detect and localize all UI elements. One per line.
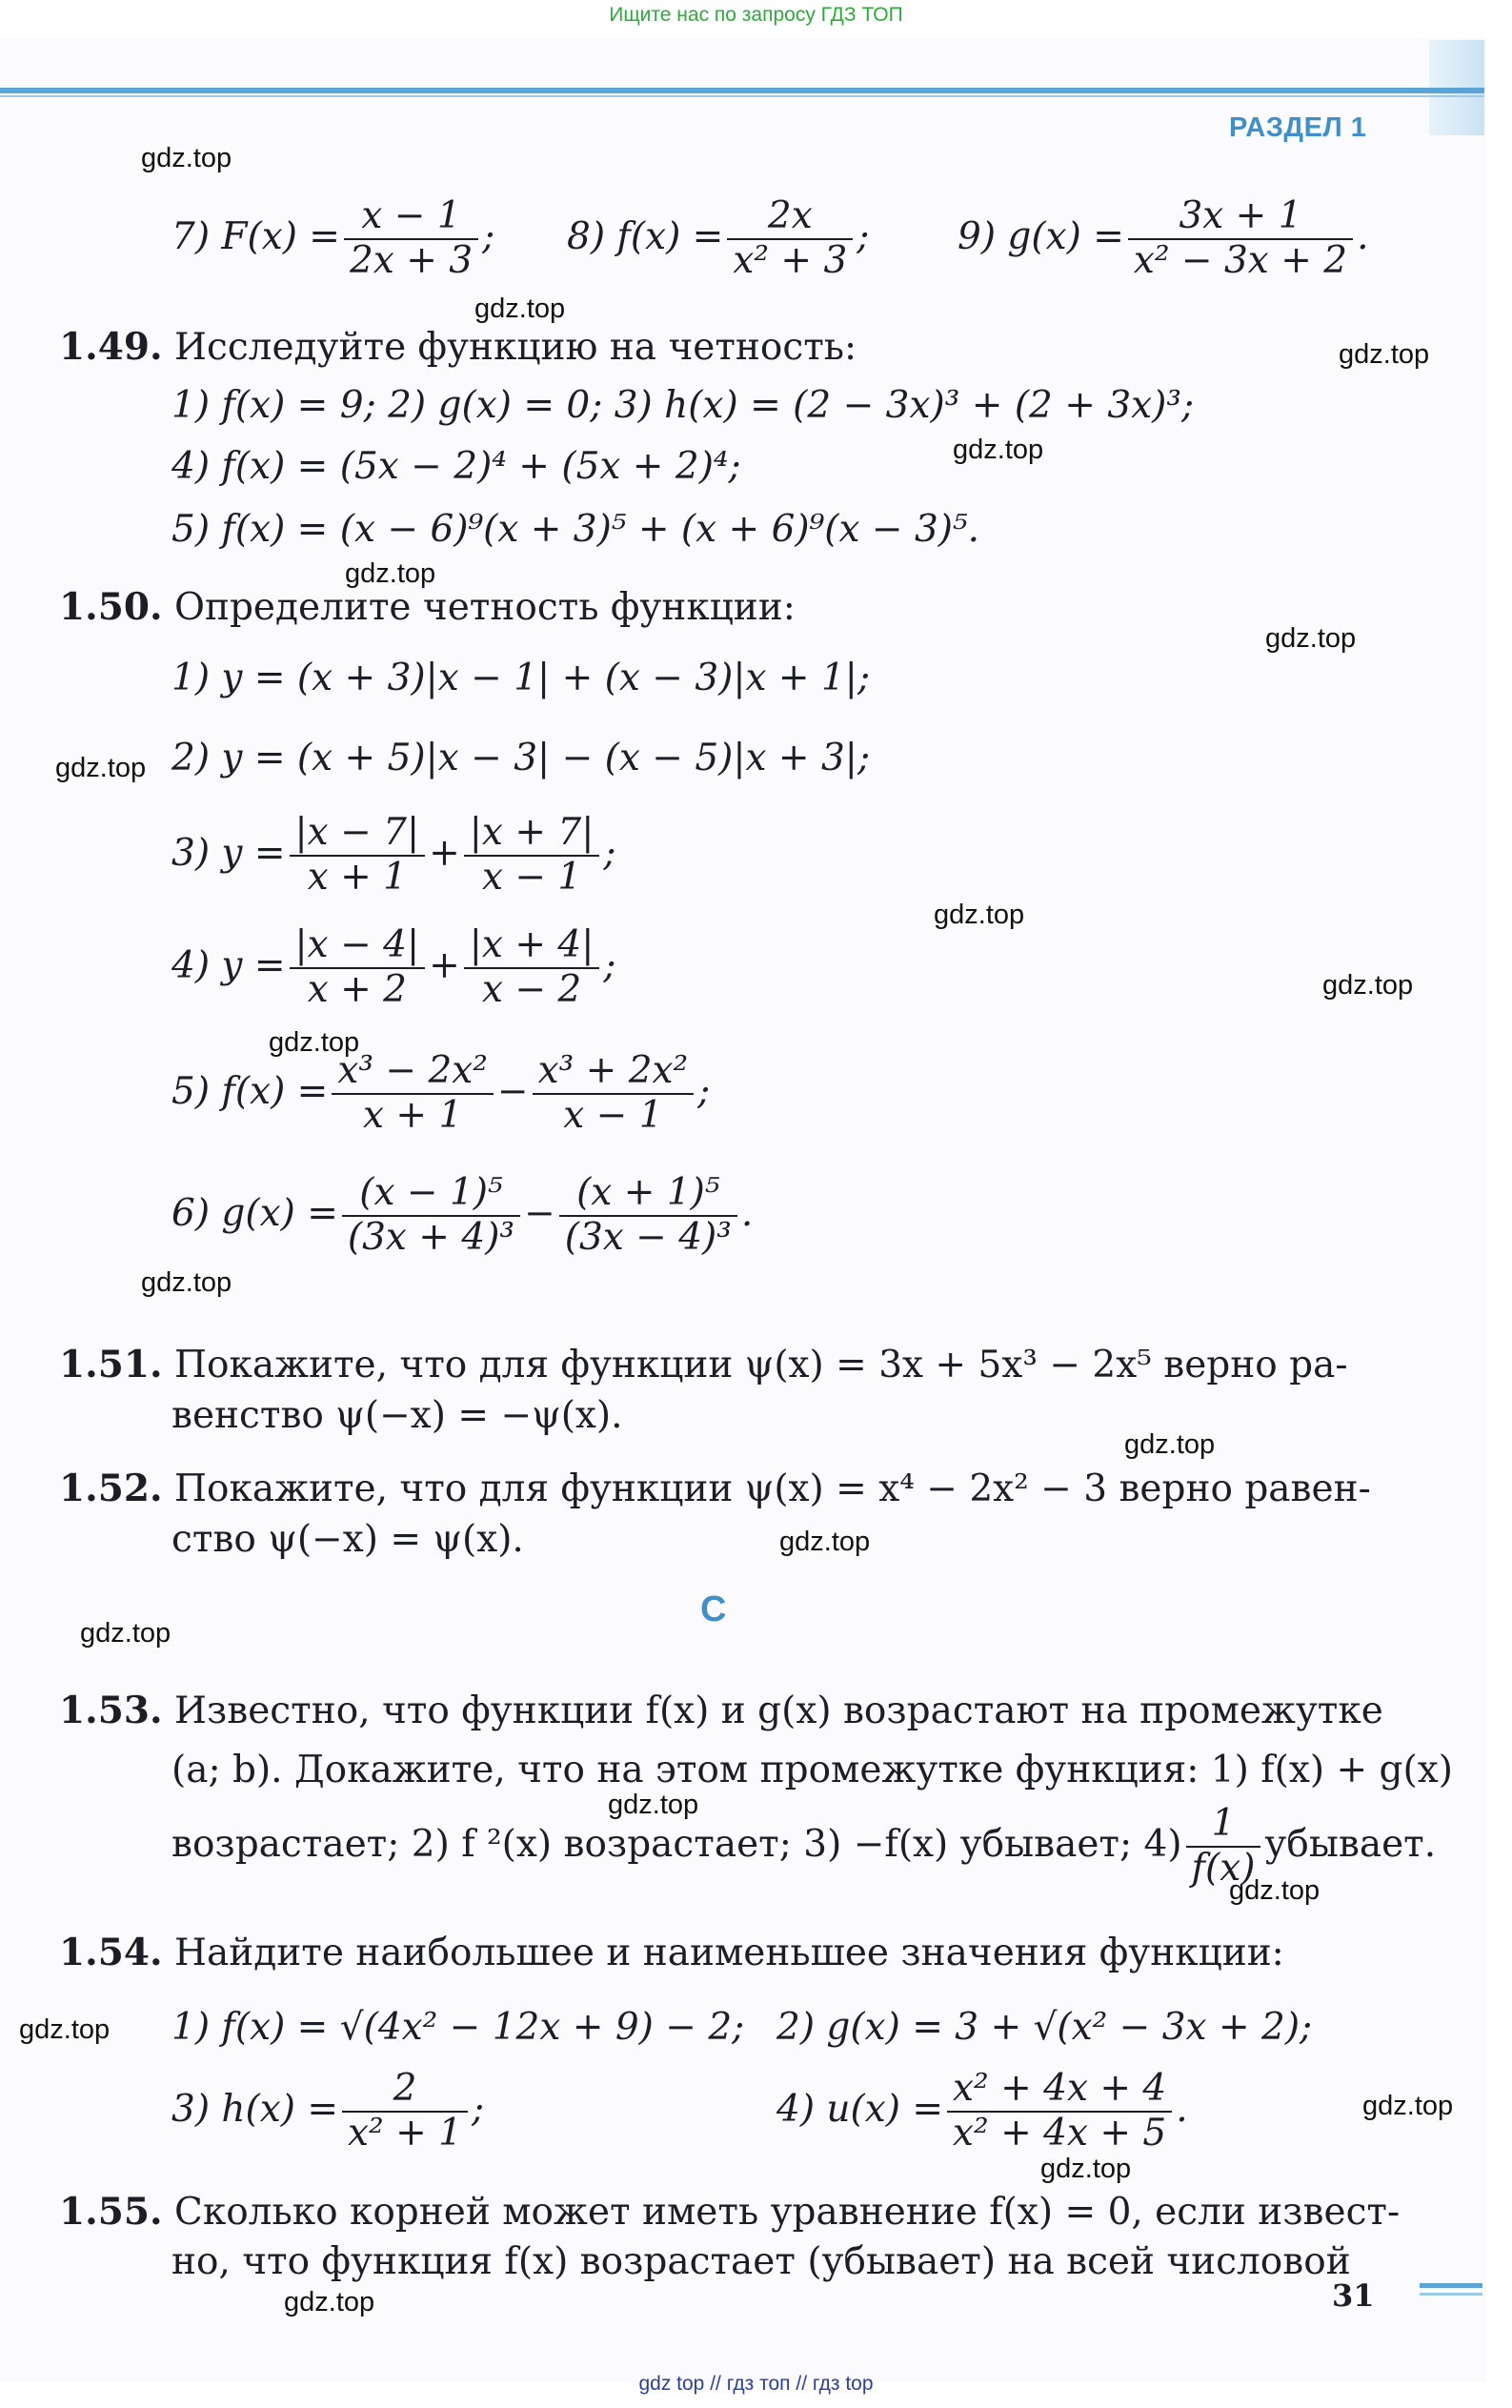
problem-1-52-line1: 1.52. Покажите, что для функции ψ(x) = x⁴ − 2x² − 3 верно равен- [59,1467,1371,1510]
item-9: 9) g(x) = $\frac{3x + 1}{\text{x² − 3x + 2}}$ . [958,194,1369,282]
problem-1-49-heading: 1.49. Исследуйте функцию на четность: [59,325,857,369]
watermark: gdz.top [19,2014,111,2045]
watermark: gdz.top [1339,339,1430,370]
watermark: gdz.top [141,143,232,173]
problem-1-50-heading: 1.50. Определите четность функции: [59,585,796,629]
subsection-c: C [700,1589,727,1629]
watermark: gdz.top [608,1790,699,1820]
watermark: gdz.top [953,435,1044,465]
problem-1-53-line2: (a; b). Докажите, что на этом промежутке функция: 1) f(x) + g(x) [171,1749,1453,1791]
problem-1-49-line1: 1) f(x) = 9; 2) g(x) = 0; 3) h(x) = (2 − 3x)³ + (2 + 3x)³; [171,384,1195,427]
problem-1-50-line6: 6) g(x) = $\frac{\text{(x − 1)⁵}}{\text{(3x + 4)³}}$ − $\frac{\text{(x + 1)⁵}}{\text{(3x − 4)³}}$ . [171,1171,754,1259]
problem-1-54-item3: 3) h(x) = $\frac{2}{\text{x² + 1}}$ ; [171,2067,485,2155]
watermark: gdz.top [779,1527,871,1557]
watermark: gdz.top [1229,1875,1320,1906]
problem-1-55-line1: 1.55. Сколько корней может иметь уравнение f(x) = 0, если извест- [59,2190,1401,2234]
section-label: РАЗДЕЛ 1 [1229,112,1367,143]
problem-1-49-line3: 5) f(x) = (x − 6)⁹(x + 3)⁵ + (x + 6)⁹(x − 3)⁵. [171,508,980,551]
problem-1-54-item2: 2) g(x) = 3 + √(x² − 3x + 2); [776,2006,1313,2049]
header-link[interactable]: Ищите нас по запросу ГДЗ ТОП [609,4,903,26]
problem-1-53-line3: возрастает; 2) f ²(x) возрастает; 3) −f(x) убывает; 4) $\frac{1}{f(x)}$ убывает. [171,1802,1437,1890]
problem-1-55-line2: но, что функция f(x) возрастает (убывает) на всей числовой [171,2240,1351,2283]
watermark: gdz.top [1322,970,1414,1001]
watermark: gdz.top [80,1618,171,1649]
problem-1-54-item1: 1) f(x) = √(4x² − 12x + 9) − 2; [171,2006,745,2049]
watermark: gdz.top [1040,2154,1132,2184]
problem-1-53-line1: 1.53. Известно, что функции f(x) и g(x) возрастают на промежутке [59,1689,1383,1732]
page-number-bar [1420,2283,1482,2288]
page-number-bar-thin [1420,2293,1482,2296]
problem-1-50-line3: 3) y = $\frac{|x - 7|}{x + 1}$ + $\frac{|x + 7|}{x - 1}$ ; [171,811,616,899]
item-8: 8) f(x) = $\frac{2x}{\text{x² + 3}}$ ; [567,194,870,282]
problem-1-49-line2: 4) f(x) = (5x − 2)⁴ + (5x + 2)⁴; [171,445,741,488]
problem-1-50-line2: 2) y = (x + 5)|x − 3| − (x − 5)|x + 3|; [171,737,871,779]
problem-1-52-line2: ство ψ(−x) = ψ(x). [171,1518,524,1561]
item-7: 7) F(x) = $\frac{x - 1}{2x + 3}$ ; [171,194,495,282]
problem-1-51-line1: 1.51. Покажите, что для функции ψ(x) = 3x + 5x³ − 2x⁵ верно ра- [59,1343,1348,1386]
watermark: gdz.top [141,1267,232,1298]
problem-1-50-line5: 5) f(x) = $\frac{\text{x³ − 2x²}}{x + 1}$ − $\frac{\text{x³ + 2x²}}{x - 1}$ ; [171,1049,711,1137]
problem-1-54-item4: 4) u(x) = $\frac{\text{x² + 4x + 4}}{\text{x² + 4x + 5}}$ . [776,2067,1188,2155]
page-number: 31 [1332,2277,1375,2314]
watermark: gdz.top [1265,623,1357,654]
header-rule [0,88,1484,93]
watermark: gdz.top [345,558,436,589]
watermark: gdz.top [474,293,566,324]
watermark: gdz.top [284,2287,375,2317]
watermark: gdz.top [269,1027,360,1058]
watermark: gdz.top [1362,2091,1454,2121]
header-rule-thin [0,95,1484,97]
watermark: gdz.top [55,753,147,783]
watermark: gdz.top [934,900,1025,930]
problem-1-50-line4: 4) y = $\frac{|x - 4|}{x + 2}$ + $\frac{|x + 4|}{x - 2}$ ; [171,923,616,1011]
problem-1-54-heading: 1.54. Найдите наибольшее и наименьшее значения функции: [59,1931,1284,1974]
watermark: gdz.top [1124,1429,1216,1460]
problem-1-50-line1: 1) y = (x + 3)|x − 1| + (x − 3)|x + 1|; [171,657,871,699]
problem-1-51-line2: венство ψ(−x) = −ψ(x). [171,1394,623,1437]
footer-link[interactable]: gdz top // гдз топ // гдз top [638,2373,874,2395]
